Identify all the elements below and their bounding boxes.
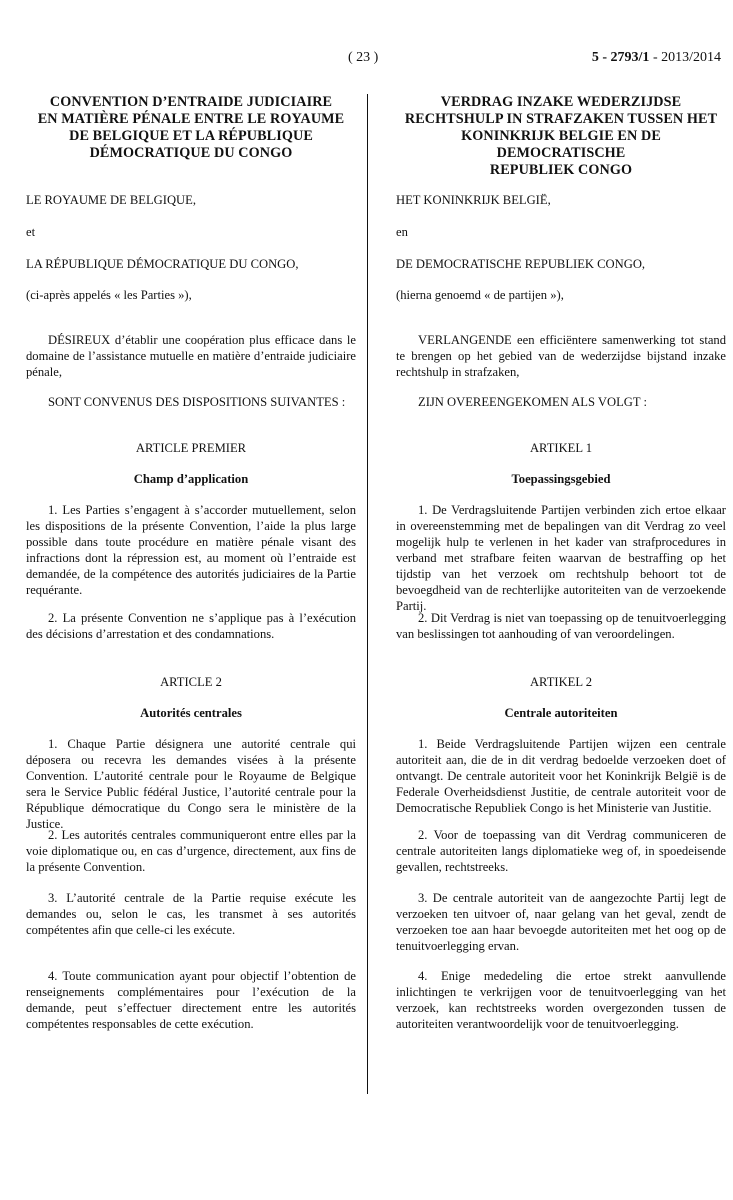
document-reference (592, 50, 721, 66)
article-2-paragraph-3: 3. L’autorité centrale de la Partie requise exécute les demandes ou, selon le cas, les transmet à ses autorités compétentes afin que celle-ci les exécute. (26, 891, 356, 937)
preamble: DÉSIREUX d’établir une coopération plus efficace dans le domaine de l’assistance mutuelle en matière d’entraide judiciaire pénale, (26, 333, 356, 379)
article-2-paragraph-4: 4. Toute communication ayant pour objectif l’obtention de renseignements complémentaires pour l’exécution de la demande, peut s’effectuer directement entre les autorités compétentes responsables de cette exécution. (26, 969, 356, 1031)
article-1-heading: ARTIKEL 1 (529, 441, 593, 455)
article-1-subheading: Toepassingsgebied (511, 472, 611, 486)
party-one: LE ROYAUME DE BELGIQUE, (26, 193, 196, 207)
column-divider (367, 94, 368, 1094)
title-line: VERDRAG INZAKE WEDERZIJDSE (440, 94, 682, 110)
title-line: CONVENTION D’ENTRAIDE JUDICIAIRE (49, 94, 333, 110)
article-2-paragraph-1: 1. Chaque Partie désignera une autorité centrale qui déposera ou recevra les demandes visées à la présente Convention. L’autorité centrale pour le Royaume de Belgique sera le Service Public fédéral Justice, l’autorité centrale pour la République démocratique du Congo sera le ministère de la Justice. (26, 737, 356, 831)
parties-note: (ci-après appelés « les Parties »), (26, 288, 192, 302)
article-1-heading: ARTICLE PREMIER (135, 441, 247, 455)
title-line: RECHTSHULP IN STRAFZAKEN TUSSEN HET (404, 111, 718, 127)
article-1-paragraph-2: 2. Dit Verdrag is niet van toepassing op de tenuitvoerlegging van beslissingen tot aanhouding of van veroordelingen. (396, 611, 726, 641)
title-line: EN MATIÈRE PÉNALE ENTRE LE ROYAUME (37, 111, 345, 127)
title-line: DÉMOCRATIQUE DU CONGO (89, 145, 293, 161)
article-1-paragraph-1: 1. De Verdragsluitende Partijen verbinden zich ertoe elkaar in overeenstemming met de bepalingen van dit Verdrag zo veel mogelijk hulp te verlenen in het kader van strafprocedures in verband met strafbare feiten waarvan de bestraffing op het tijdstip van het verzoek om rechtshulp behoort tot de bevoegdheid van de rechterlijke autoriteiten van de verzoekende Partij. (396, 503, 726, 613)
article-1-subheading: Champ d’application (133, 472, 249, 486)
conjunction: et (26, 225, 36, 239)
dutch-title (396, 94, 726, 179)
party-two: LA RÉPUBLIQUE DÉMOCRATIQUE DU CONGO, (26, 257, 299, 271)
article-2-subheading: Centrale autoriteiten (504, 706, 618, 720)
french-title (26, 94, 356, 162)
agreement-clause: ZIJN OVEREENGEKOMEN ALS VOLGT : (418, 395, 648, 409)
article-2-paragraph-3: 3. De centrale autoriteit van de aangezochte Partij legt de verzoeken ten uitvoer of, naar gelang van het geval, zendt de verzoeken toe aan haar bevoegde autoriteiten met het oog op de tenuitvoerlegging ervan. (396, 891, 726, 953)
document-year: - 2013/2014 (649, 50, 721, 65)
party-one: HET KONINKRIJK BELGIË, (396, 193, 551, 207)
article-1-paragraph-1: 1. Les Parties s’engagent à s’accorder mutuellement, selon les dispositions de la présente Convention, l’aide la plus large possible dans toute procédure en matière pénale visant des infractions dont la répression est, au moment où l’entraide est demandée, de la compétence des autorités judiciaires de la Partie requérante. (26, 503, 356, 597)
title-line: DE BELGIQUE ET LA RÉPUBLIQUE (69, 128, 313, 144)
document-number: 5 - 2793/1 (591, 50, 650, 65)
article-2-subheading: Autorités centrales (140, 706, 242, 720)
article-2-paragraph-1: 1. Beide Verdragsluitende Partijen wijzen een centrale autoriteit aan, die de in dit verdrag bedoelde verzoeken doet of ontvangt. De centrale autoriteit voor het Koninkrijk België is de Federale Overheidsdienst Justitie, de centrale autoriteit voor de Democratische Republiek Congo is het Ministerie van Justitie. (396, 737, 726, 815)
article-2-heading: ARTIKEL 2 (529, 675, 593, 689)
party-two: DE DEMOCRATISCHE REPUBLIEK CONGO, (396, 257, 646, 271)
article-2-paragraph-4: 4. Enige mededeling die ertoe strekt aanvullende inlichtingen te verkrijgen voor de tenuitvoerlegging van het verzoek, kan rechtstreeks worden overgezonden tussen de autoriteiten verantwoordelijk voor de tenuitvoerlegging. (396, 969, 726, 1031)
agreement-clause: SONT CONVENUS DES DISPOSITIONS SUIVANTES : (48, 395, 346, 409)
article-1-paragraph-2: 2. La présente Convention ne s’applique pas à l’exécution des décisions d’arrestation et des condamnations. (26, 611, 356, 641)
title-line: KONINKRIJK BELGIE EN DE DEMOCRATISCHE (461, 128, 661, 161)
article-2-paragraph-2: 2. Les autorités centrales communiqueront entre elles par la voie diplomatique ou, en cas d’urgence, directement, aux fins de la présente Convention. (26, 828, 356, 874)
preamble: VERLANGENDE een efficiëntere samenwerking tot stand te brengen op het gebied van de wederzijdse bijstand inzake rechtshulp in strafzaken, (396, 333, 726, 379)
article-2-heading: ARTICLE 2 (160, 675, 222, 689)
page-number: ( 23 ) (348, 50, 379, 65)
title-line: REPUBLIEK CONGO (489, 162, 633, 178)
conjunction: en (396, 225, 408, 239)
parties-note: (hierna genoemd « de partijen »), (396, 288, 564, 302)
article-2-paragraph-2: 2. Voor de toepassing van dit Verdrag communiceren de centrale autoriteiten langs diplomatieke weg of, in spoedeisende gevallen, rechtstreeks. (396, 828, 726, 874)
page-header (0, 50, 733, 70)
